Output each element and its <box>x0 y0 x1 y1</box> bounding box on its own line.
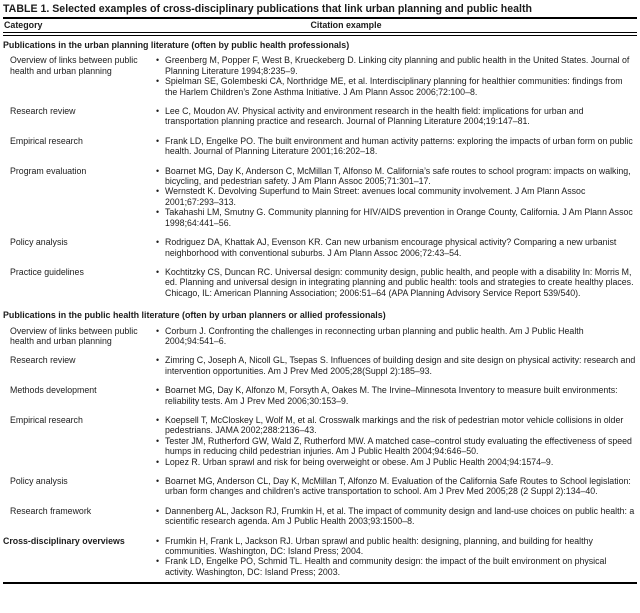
column-header-row <box>3 19 637 32</box>
citation-text: Takahashi LM, Smutny G. Community planning for HIV/AIDS prevention in Orange County, California. J Am Plann Assoc 1998;64:441–56. <box>165 207 633 228</box>
citation-item <box>155 506 637 527</box>
citation-text: Zimring C, Joseph A, Nicoll GL, Tsepas S. Influences of building design and site design on physical activity: research and intervention opportunities. Am J Prev Med 2005;28(Suppl 2):185–93. <box>165 355 636 376</box>
citation-item <box>155 76 637 97</box>
citation-item <box>155 326 637 347</box>
bullet-icon: • <box>156 535 160 546</box>
table-row <box>3 506 637 527</box>
category-cell: Research review <box>10 106 76 117</box>
bullet-icon: • <box>156 186 160 197</box>
citation-item <box>155 355 637 376</box>
citation-item <box>155 106 637 127</box>
citation-text: Lee C, Moudon AV. Physical activity and environment research in the health field: implications for urban and transportation planning practice and research. Journal of Planning Literature 2004;19:147–81. <box>165 106 584 127</box>
bullet-icon: • <box>156 207 160 218</box>
table-title: TABLE 1. Selected examples of cross-disciplinary publications that link urban planning and public health <box>3 3 532 15</box>
citation-text: Greenberg M, Popper F, West B, Krueckeberg D. Linking city planning and public health in the United States. Journal of Planning Literature 1994;8:235–9. <box>165 55 630 76</box>
category-cell: Cross-disciplinary overviews <box>3 535 125 546</box>
bullet-icon: • <box>156 476 160 486</box>
citation-cell <box>155 385 637 406</box>
table-row <box>3 476 637 497</box>
citation-item <box>155 536 637 557</box>
column-header-category: Category <box>4 20 43 30</box>
category-cell: Empirical research <box>10 414 83 425</box>
bottom-rule <box>3 582 637 584</box>
citation-item <box>155 207 637 228</box>
citation-cell <box>155 536 637 578</box>
category-cell: Research framework <box>10 505 92 516</box>
section-header: Publications in the public health literature (often by urban planners or allied professionals) <box>3 310 386 321</box>
category-cell: Practice guidelines <box>10 266 84 277</box>
table-body <box>3 37 637 577</box>
citation-text: Frank LD, Engelke PO, Schmid TL. Health and community design: the impact of the built environment on physical activity. Washington, DC: Island Press; 2003. <box>165 556 607 577</box>
citation-item <box>155 556 637 577</box>
bullet-icon: • <box>156 135 160 146</box>
bullet-icon: • <box>156 456 160 467</box>
citation-text: Boarnet MG, Day K, Anderson C, McMillan T, Alfonso M. California’s safe routes to school program: impacts on walking, bicycling, and pedestrian safety. J Am Plann Assoc 2005;71:301–17. <box>165 165 631 187</box>
citation-text: Tester JM, Rutherford GW, Wald Z, Rutherford MW. A matched case–control study evaluating the effectiveness of speed humps in reducing child pedestrian injuries. Am J Public Health 2004;94:646–50. <box>165 435 632 457</box>
bullet-icon: • <box>156 237 160 248</box>
citation-cell <box>155 166 637 228</box>
citation-cell <box>155 476 637 497</box>
category-cell: Empirical research <box>10 135 83 146</box>
bullet-icon: • <box>156 266 160 277</box>
bullet-icon: • <box>156 76 160 87</box>
table-row <box>3 536 637 578</box>
citation-cell <box>155 136 637 157</box>
category-cell: Research review <box>10 355 76 366</box>
citation-item <box>155 476 637 497</box>
citation-text: Koepsell T, McCloskey L, Wolf M, et al. Crosswalk markings and the risk of pedestrian motor vehicle collisions in older pedestrians. JAMA 2002;288:2136–43. <box>165 414 624 436</box>
table-row <box>3 415 637 467</box>
citation-item <box>155 415 637 436</box>
bullet-icon: • <box>156 414 160 425</box>
citation-cell <box>155 506 637 527</box>
table-row <box>3 355 637 376</box>
column-header-citation: Citation example <box>310 20 382 30</box>
citation-text: Wernstedt K. Devolving Superfund to Main Street: avenues local community involvement. J Am Plann Assoc 2001;67:293–313. <box>165 186 586 207</box>
table-row <box>3 267 637 298</box>
category-cell: Policy analysis <box>10 237 68 248</box>
citation-text: Spielman SE, Golembeski CA, Northridge ME, et al. Interdisciplinary planning for healthier communities: findings from the Harlem Children’s Zone Asthma Initiative. J Am Plann Assoc 2006;72:100–8. <box>165 76 623 97</box>
citation-text: Kochtitzky CS, Duncan RC. Universal design: community design, public health, and people with a disability In: Morris M, ed. Planning and universal design in integrating planning and public health: tools and strategies to create healthy places. Chicago, IL: American Planning Association; 2006:51–64 (APA Planning Advisory Service Report 539/540). <box>165 266 634 298</box>
citation-cell <box>155 355 637 376</box>
citation-item <box>155 166 637 187</box>
citation-text: Boarnet MG, Day K, Alfonzo M, Forsyth A, Oakes M. The Irvine–Minnesota Inventory to measure built environments: reliability tests. Am J Prev Med 2006;30:153–9. <box>165 385 618 406</box>
citation-text: Rodriguez DA, Khattak AJ, Evenson KR. Can new urbanism encourage physical activity? Comparing a new urbanist neighborhood with conventional suburbs. J Am Plann Assoc 2006;72:43–54. <box>165 237 617 258</box>
bullet-icon: • <box>156 355 160 366</box>
citation-text: Corburn J. Confronting the challenges in reconnecting urban planning and public health. Am J Public Health 2004;94:541–6. <box>165 325 584 346</box>
citation-item <box>155 136 637 157</box>
citation-item <box>155 267 637 298</box>
citation-text: Frank LD, Engelke PO. The built environment and human activity patterns: exploring the impacts of urban form on public health. Journal of Planning Literature 2001;16:202–18. <box>165 135 633 157</box>
citation-cell <box>155 267 637 298</box>
category-cell: Overview of links between public health and urban planning <box>10 325 138 346</box>
bullet-icon: • <box>156 325 160 336</box>
citation-item <box>155 186 637 207</box>
bullet-icon: • <box>156 435 160 446</box>
citation-cell <box>155 326 637 347</box>
category-cell: Methods development <box>10 385 97 396</box>
citation-cell <box>155 237 637 258</box>
bullet-icon: • <box>156 106 160 117</box>
section-header: Publications in the urban planning literature (often by public health professionals) <box>3 40 350 50</box>
table-row <box>3 106 637 127</box>
table-row <box>3 136 637 157</box>
table-row <box>3 55 637 97</box>
citation-cell <box>155 106 637 127</box>
citation-text: Frumkin H, Frank L, Jackson RJ. Urban sprawl and public health: designing, planning, and building for healthy communities. Washington, DC: Island Press; 2004. <box>165 535 593 557</box>
table-row <box>3 326 637 347</box>
citation-cell <box>155 415 637 467</box>
bullet-icon: • <box>156 55 160 66</box>
category-cell: Program evaluation <box>10 165 87 176</box>
citation-cell <box>155 55 637 97</box>
citation-item <box>155 385 637 406</box>
table-row <box>3 237 637 258</box>
bullet-icon: • <box>156 505 160 516</box>
citation-item <box>155 457 637 467</box>
bullet-icon: • <box>156 165 160 176</box>
citation-text: Lopez R. Urban sprawl and risk for being overweight or obese. Am J Public Health 2004;94:1574–9. <box>165 456 554 467</box>
table-row <box>3 385 637 406</box>
citation-text: Dannenberg AL, Jackson RJ, Frumkin H, et al. The impact of community design and land-use choices on public health: a scientific research agenda. Am J Public Health 2003;93:1500–8. <box>165 505 635 527</box>
citation-item <box>155 436 637 457</box>
citation-item <box>155 237 637 258</box>
citation-text: Boarnet MG, Anderson CL, Day K, McMillan T, Alfonzo M. Evaluation of the California Safe Routes to School legislation: urban form changes and children’s active transportation to school. Am J Prev Med 2005;28 (2 Suppl 2):134–40. <box>165 476 631 497</box>
category-cell: Policy analysis <box>10 476 68 486</box>
bullet-icon: • <box>156 556 160 567</box>
citation-item <box>155 55 637 76</box>
table-row <box>3 166 637 228</box>
bullet-icon: • <box>156 385 160 396</box>
header-rule <box>3 32 637 36</box>
category-cell: Overview of links between public health and urban planning <box>10 55 138 76</box>
